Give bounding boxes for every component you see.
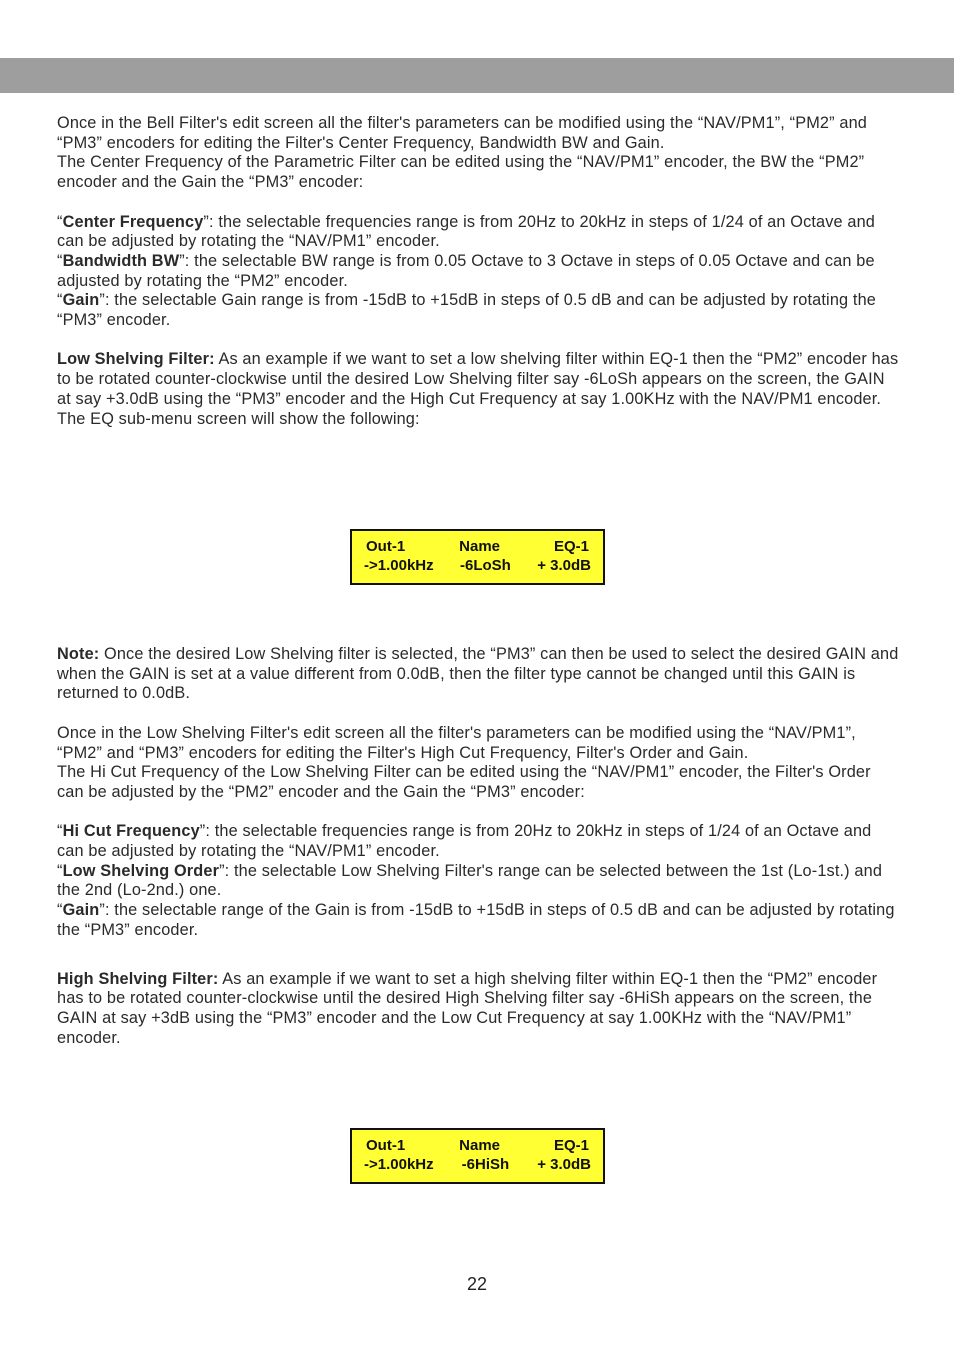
lcd-gain-value: + 3.0dB [537, 557, 591, 574]
lcd-output-label: Out-1 [366, 1137, 406, 1154]
term-hi-cut-frequency: Hi Cut Frequency [62, 822, 200, 841]
term-note: Note: [57, 645, 100, 663]
term-low-shelving-order: Low Shelving Order [62, 861, 220, 880]
lcd-output-label: Out-1 [366, 538, 406, 555]
lcd-display-high-shelving [350, 1128, 605, 1184]
hi-cut-frequency-definition: “Hi Cut Frequency”: the selectable frequencies range is from 20Hz to 20kHz in steps of 1/24 of an Octave and can be adjusted by rotating the “NAV/PM1” encoder. [57, 822, 872, 860]
term-center-frequency: Center Frequency [62, 212, 204, 231]
lcd-eq-label: EQ-1 [553, 538, 589, 555]
lcd-name-label: Name [459, 1137, 500, 1154]
paragraph-low-shelving-intro: Once in the Low Shelving Filter's edit screen all the filter's parameters can be modified using the “NAV/PM1”, “PM2” and “PM3” encoders for editing the Filter's High Cut Frequency, Filter's Order and Gain. [57, 723, 856, 762]
paragraph-low-shelving-editing: The Hi Cut Frequency of the Low Shelving Filter can be edited using the “NAV/PM1” encoder, the Filter's Order can be adjusted by the “PM2” encoder and the Gain the “PM3” encoder: [57, 763, 871, 801]
paragraph-bell-intro: Once in the Bell Filter's edit screen all the filter's parameters can be modified using the “NAV/PM1”, “PM2” and “PM3” encoders for editing the Filter's Center Frequency, Bandwidth BW and Gain. [57, 114, 867, 152]
header-bar [0, 58, 954, 93]
gain-definition: “Gain”: the selectable Gain range is from -15dB to +15dB in steps of 0.5 dB and can be adjusted by rotating the “PM3” encoder. [57, 291, 876, 330]
term-gain: Gain [62, 291, 100, 310]
paragraph-bell-editing: The Center Frequency of the Parametric Filter can be edited using the “NAV/PM1” encoder, the BW the “PM2” encoder and the Gain the “PM3” encoder: [57, 153, 865, 192]
low-shelving-example: Low Shelving Filter: As an example if we want to set a low shelving filter within EQ-1 then the “PM2” encoder has to be rotated counter-clockwise until the desired Low Shelving filter say -6LoSh appears on the screen, the GAIN at say +3.0dB using the “PM3” encoder and the High Cut Frequency at say 1.00KHz with the NAV/PM1 encoder. [57, 350, 899, 408]
page-content-lower [57, 645, 899, 1048]
lcd-gain-value: + 3.0dB [537, 1156, 591, 1173]
page-content [57, 114, 899, 429]
note-paragraph: Note: Once the desired Low Shelving filter is selected, the “PM3” can then be used to select the desired GAIN and when the GAIN is set at a value different from 0.0dB, then the filter type cannot be changed until this GAIN is returned to 0.0dB. [57, 645, 899, 703]
lcd-frequency-value: ->1.00kHz [364, 557, 434, 574]
gain-range-definition: “Gain”: the selectable range of the Gain is from -15dB to +15dB in steps of 0.5 dB and can be adjusted by rotating the “PM3” encoder. [57, 901, 895, 939]
center-frequency-definition: “Center Frequency”: the selectable frequencies range is from 20Hz to 20kHz in steps of 1/24 of an Octave and can be adjusted by rotating the “NAV/PM1” encoder. [57, 212, 876, 251]
low-shelving-order-definition: “Low Shelving Order”: the selectable Low Shelving Filter's range can be selected between the 1st (Lo-1st.) and the 2nd (Lo-2nd.) one. [57, 861, 883, 900]
lcd-display-low-shelving [350, 529, 605, 585]
page-number: 22 [466, 1274, 488, 1294]
lcd-eq-label: EQ-1 [553, 1137, 589, 1154]
term-gain-2: Gain [62, 901, 100, 920]
lcd-name-label: Name [459, 538, 500, 555]
lcd-frequency-value: ->1.00kHz [364, 1156, 434, 1173]
lcd-filter-name-value: -6HiSh [461, 1156, 510, 1173]
bandwidth-definition: “Bandwidth BW”: the selectable BW range is from 0.05 Octave to 3 Octave in steps of 0.05 Octave and can be adjusted by rotating the “PM2” encoder. [57, 251, 875, 290]
term-high-shelving-filter: High Shelving Filter: [57, 969, 219, 988]
term-low-shelving-filter: Low Shelving Filter: [57, 350, 215, 369]
eq-submenu-intro: The EQ sub-menu screen will show the following: [57, 409, 420, 428]
lcd-filter-name-value: -6LoSh [460, 557, 511, 574]
high-shelving-example: High Shelving Filter: As an example if we want to set a high shelving filter within EQ-1 then the “PM2” encoder has to be rotated counter-clockwise until the desired High Shelving filter say -6HiSh appears on the screen, the GAIN at say +3dB using the “PM3” encoder and the Low Cut Frequency at say 1.00KHz with the “NAV/PM1” encoder. [57, 969, 878, 1047]
term-bandwidth: Bandwidth BW [62, 251, 180, 270]
